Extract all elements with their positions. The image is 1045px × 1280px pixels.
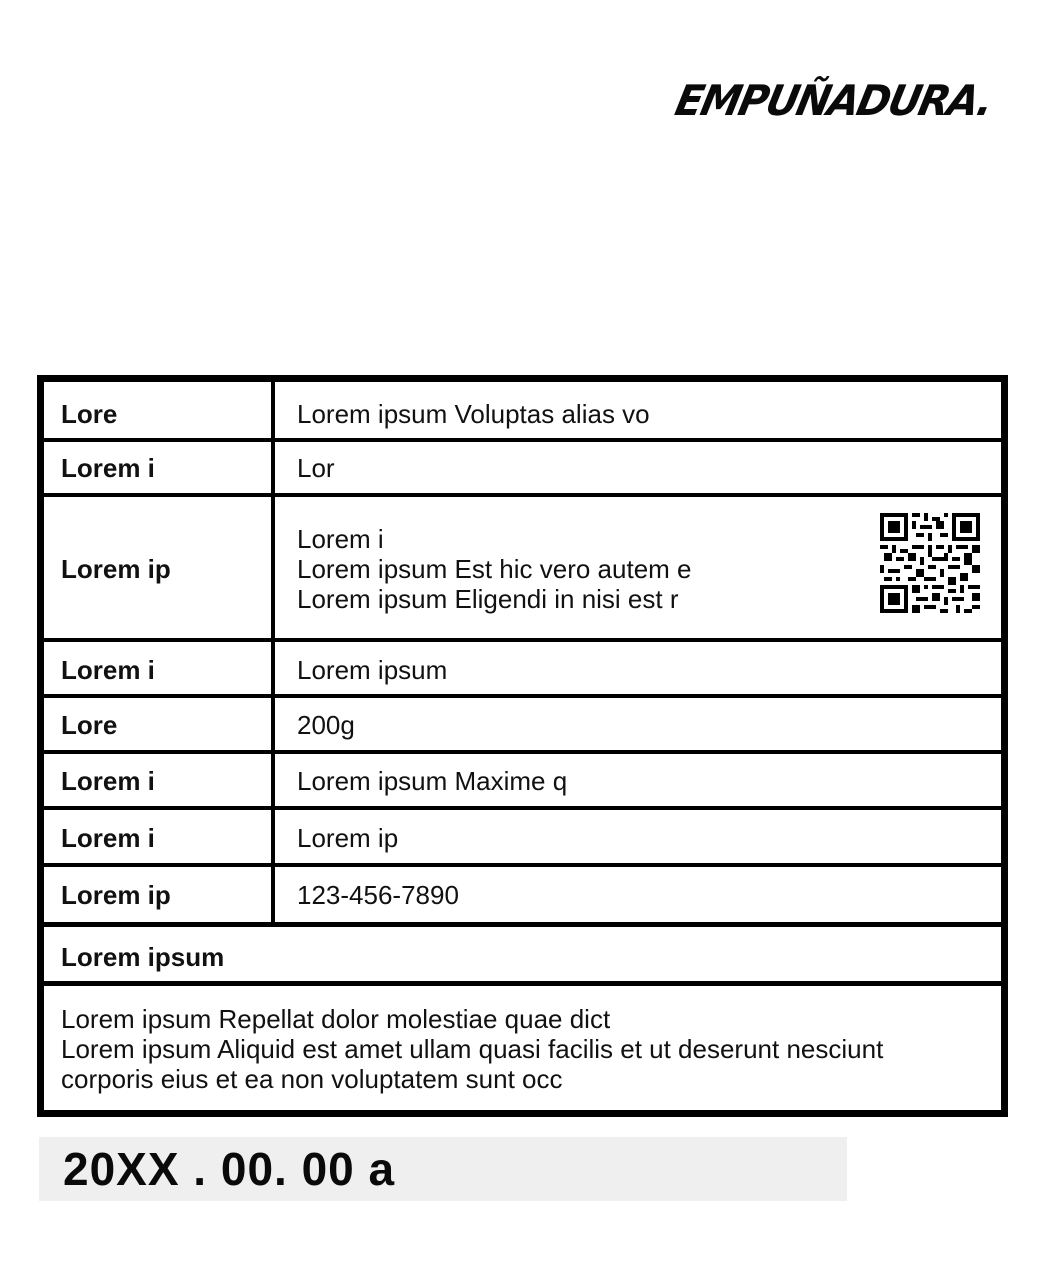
date-text: 20XX . 00. 00 a [63, 1143, 396, 1195]
row-key: Lorem i [61, 655, 155, 685]
row-divider [44, 806, 1001, 810]
row-value: Lorem ipsum Voluptas alias vo [297, 399, 650, 429]
row-key: Lorem i [61, 823, 155, 853]
row-key: Lorem i [61, 453, 155, 483]
row-value: Lorem i Lorem ipsum Est hic vero autem e Lorem ipsum Eligendi in nisi est r [297, 524, 692, 614]
row-value: 123-456-7890 [297, 880, 459, 910]
info-table [37, 375, 1008, 1117]
row-key: Lorem i [61, 766, 155, 796]
row-divider [44, 750, 1001, 754]
row-key: Lorem ip [61, 880, 171, 910]
section-label: Lorem ipsum [61, 942, 225, 972]
row-key: Lore [61, 399, 118, 429]
row-divider [44, 638, 1001, 642]
row-value: Lor [297, 453, 335, 483]
row-divider [44, 438, 1001, 442]
row-value: Lorem ip [297, 823, 399, 853]
row-value: Lorem ipsum Maxime q [297, 766, 568, 796]
column-divider [271, 382, 275, 922]
qr-code-icon [880, 513, 980, 613]
row-divider [44, 694, 1001, 698]
row-divider [44, 981, 1001, 986]
row-divider [44, 922, 1001, 927]
row-value: 200g [297, 710, 355, 740]
row-divider [44, 493, 1001, 497]
row-divider [44, 863, 1001, 867]
notes-text: Lorem ipsum Repellat dolor molestiae quae dict Lorem ipsum Aliquid est amet ullam quasi facilis et ut deserunt nesciunt corporis eius et ea non voluptatem sunt occ [61, 1004, 884, 1094]
row-key: Lorem ip [61, 554, 171, 584]
row-value: Lorem ipsum [297, 655, 448, 685]
brand-logo: EMPUÑADURA. [671, 77, 997, 126]
row-key: Lore [61, 710, 118, 740]
date-bar [39, 1137, 847, 1201]
